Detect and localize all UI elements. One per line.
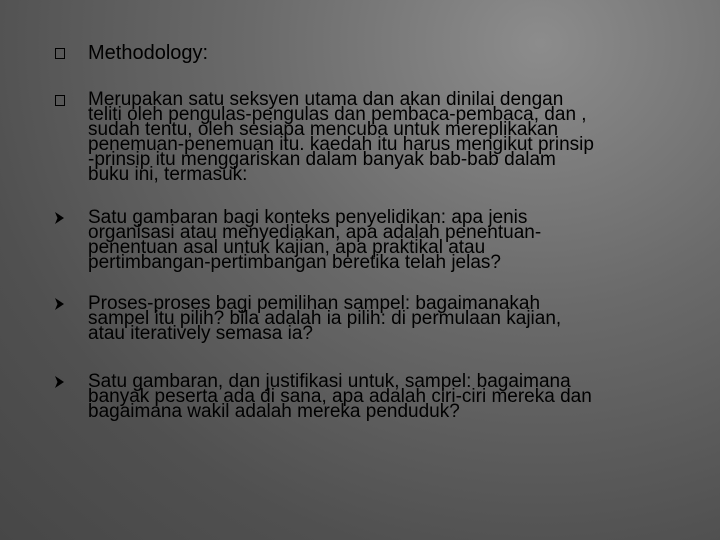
- bullet-text: Proses-proses bagi pemilihan sampel: bagaimanakah sampel itu pilih? bila adalah ia pilih: di permulaan kajian, atau iteratively semasa ia?: [88, 293, 562, 344]
- bullet-text: Satu gambaran, dan justifikasi untuk, sampel: bagaimana banyak peserta ada di sana, apa adalah ciri-ciri mereka dan bagaimana wakil adalah mereka penduduk?: [88, 371, 592, 422]
- bullet-text: Merupakan satu seksyen utama dan akan dinilai dengan teliti oleh pengulas-pengulas dan pembaca-pembaca, dan , sudah tentu, oleh sesiapa mencuba untuk mereplikakan penemuan-penemuan itu. kaedah itu harus mengikut prinsip -prinsip itu menggariskan dalam banyak bab-bab dalam buku ini, termasuk:: [88, 89, 594, 185]
- bullet-text: Satu gambaran bagi konteks penyelidikan: apa jenis organisasi atau menyediakan, apa adalah penentuan- penentuan asal untuk kajian, apa praktikal atau pertimbangan-pertimbangan beretika telah jelas?: [88, 207, 542, 273]
- bullet-text-heading: Methodology:: [88, 42, 209, 64]
